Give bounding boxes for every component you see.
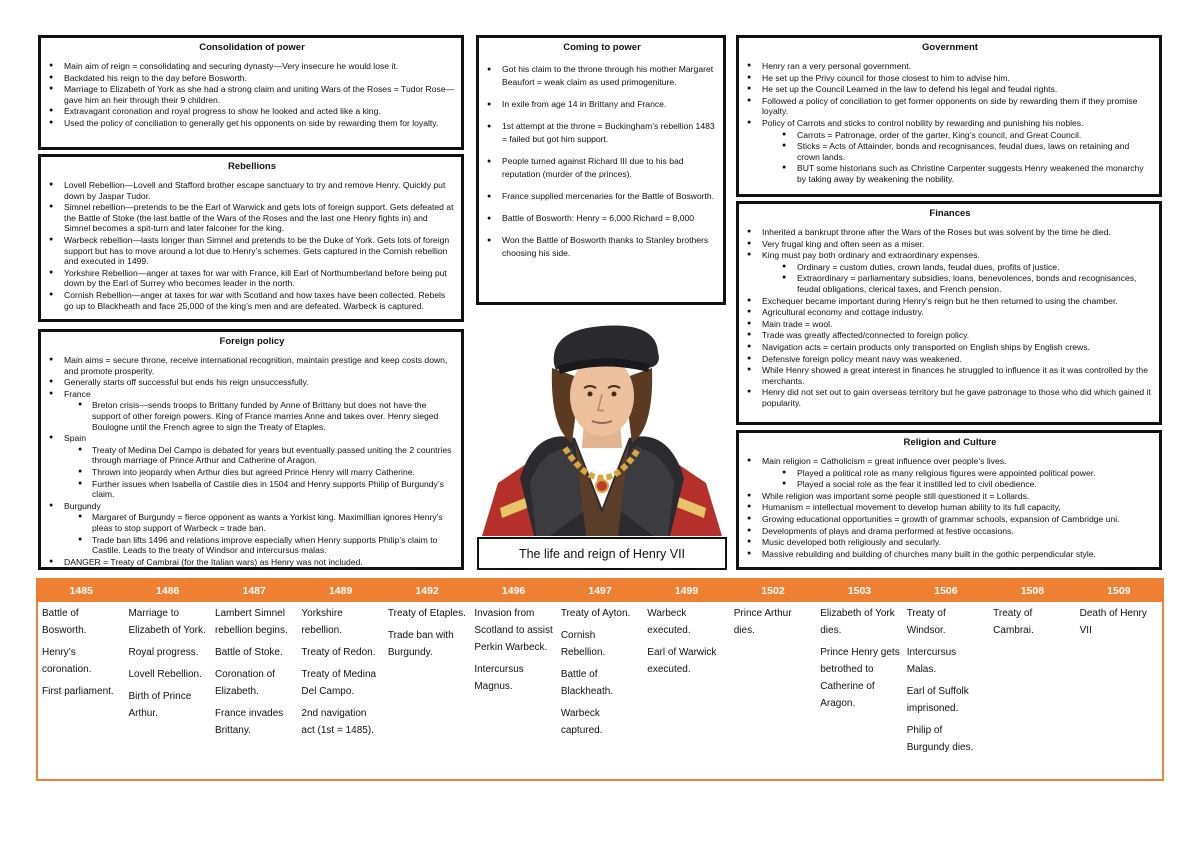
timeline-event: France invades Brittany. (214, 708, 284, 736)
bullet-item: ● Main aim of reign = consolidating and securing dynasty—Very insecure he would lose it. (49, 61, 455, 72)
bullet-item: ● 1st attempt at the throne = Buckingham’s rebellion 1483 = failed but got him support. (487, 120, 717, 146)
foreign-policy-panel (38, 329, 464, 570)
timeline-event: Treaty of Windsor. (906, 608, 946, 636)
timeline-event: Intercursus Magnus. (474, 664, 524, 692)
timeline-event: Invasion from Scotland to assist Perkin Warbeck. (474, 608, 553, 653)
timeline-event: Treaty of Ayton. (560, 608, 631, 619)
bullet-item: ● Main aims = secure throne, receive international recognition, maintain prestige and keep costs down, and promote prosperity. (49, 355, 455, 376)
timeline-event: Battle of Bosworth. (42, 608, 87, 636)
panel-title: Coming to power (563, 42, 641, 53)
sub-bullet-item: ● Margaret of Burgundy = fierce opponent as wants a Yorkist king. Maximillian ignores Henry’s pleas to stop support of Warbeck = trade ban. (49, 512, 455, 533)
bullet-item: ● DANGER = Treaty of Cambrai (for the Italian wars) as Henry was not included. (49, 557, 455, 568)
timeline-column (38, 605, 124, 761)
bullet-item: ● Developments of plays and drama performed at festive occasions. (747, 526, 1153, 537)
timeline-event: Battle of Stoke. (214, 647, 283, 658)
bullet-item: ● While Henry showed a great interest in finances he struggled to influence it as it was controlled by the merchants. (747, 365, 1153, 386)
religion-list (747, 456, 1153, 559)
timeline-event: 2nd navigation act (1st = 1485). (301, 708, 374, 736)
timeline-year: 1502 (761, 585, 785, 597)
timeline-event: First parliament. (42, 686, 114, 697)
sub-bullet-item: ● Treaty of Medina Del Campo is debated for years but eventually passed uniting the 2 countries through marriage of Prince Arthur and Catherine of Aragon. (49, 445, 455, 466)
timeline-column (1076, 605, 1162, 761)
bullet-item: ● Music developed both religiously and secularly. (747, 537, 1153, 548)
timeline-year: 1506 (934, 585, 958, 597)
coming-to-power-panel (476, 35, 726, 305)
bullet-item: ● Humanism = intellectual movement to develop human ability to its full capacity, (747, 502, 1153, 513)
timeline-event: Treaty of Cambrai. (993, 608, 1034, 636)
timeline-event: Warbeck captured. (560, 708, 603, 736)
panel-title: Government (922, 42, 978, 53)
timeline-event: Treaty of Etaples. (387, 608, 466, 619)
bullet-item: ● Won the Battle of Bosworth thanks to Stanley brothers choosing his side. (487, 234, 717, 260)
timeline-column (470, 605, 556, 761)
bullet-item: ● People turned against Richard III due to his bad reputation (murder of the princes). (487, 155, 717, 181)
bullet-item: ● Very frugal king and often seen as a miser. (747, 239, 1153, 250)
timeline-column (816, 605, 902, 761)
bullet-item: ● Main trade = wool. (747, 319, 1153, 330)
bullet-item: ● Yorkshire Rebellion—anger at taxes for war with France, kill Earl of Northumberland before being put down by the Earl of Surrey who becomes leader in the north. (49, 268, 455, 289)
bullet-item: ● Burgundy (49, 501, 455, 512)
foreign-list (49, 355, 455, 567)
timeline-column (989, 605, 1075, 761)
bullet-item: ● Agricultural economy and cottage industry. (747, 307, 1153, 318)
panel-title: Finances (929, 208, 971, 219)
bullet-item: ● Backdated his reign to the day before Bosworth. (49, 73, 455, 84)
bullet-item: ● Massive rebuilding and building of churches many built in the gothic perpendicular style. (747, 549, 1153, 560)
timeline-year: 1492 (415, 585, 439, 597)
timeline-years-row (38, 580, 1162, 602)
panel-title: Rebellions (227, 161, 277, 172)
bullet-item: ● Followed a policy of conciliation to get former opponents on side by rewarding them if they promise loyalty. (747, 96, 1153, 117)
sub-bullet-item: ● Sticks = Acts of Attainder, bonds and recognisances, feudal dues, laws on retaining and crown lands. (747, 141, 1153, 162)
coming-list (487, 63, 717, 260)
panel-title: Foreign policy (219, 336, 285, 347)
portrait-caption: The life and reign of Henry VII (477, 537, 727, 570)
bullet-item: ● France supplied mercenaries for the Battle of Bosworth. (487, 190, 717, 203)
bullet-item: ● Policy of Carrots and sticks to control nobility by rewarding and punishing his nobles. (747, 118, 1153, 129)
bullet-item: ● Growing educational opportunities = growth of grammar schools, expansion of Cambridge uni. (747, 514, 1153, 525)
bullet-item: ● Spain (49, 433, 455, 444)
finances-list (747, 227, 1153, 409)
bullet-item: ● He set up the Council Learned in the law to defend his legal and feudal rights. (747, 84, 1153, 95)
timeline-column (124, 605, 210, 761)
sub-bullet-item: ● Further issues when Isabella of Castile dies in 1504 and Henry supports Philip of Burgundy’s claim. (49, 479, 455, 500)
timeline-year: 1496 (501, 585, 526, 597)
timeline-event: Elizabeth of York dies. (820, 608, 895, 636)
timeline-event: Intercursus Malas. (906, 647, 957, 675)
bullet-item: ● Henry did not set out to gain overseas territory but he gave patronage to those who did which gained it popularity. (747, 387, 1153, 408)
timeline-column (384, 605, 470, 761)
sub-bullet-item: ● Played a political role as many religious figures were appointed political power. (747, 468, 1153, 479)
timeline-event: Trade ban with Burgundy. (387, 630, 454, 658)
portrait-illustration (480, 308, 724, 538)
sub-bullet-item: ● Played a social role as the fear it instilled led to civil obedience. (747, 479, 1153, 490)
bullet-item: ● Lovell Rebellion—Lovell and Stafford brother escape sanctuary to try and remove Henry. Quickly put down by Jaspar Tudor. (49, 180, 455, 201)
timeline-event: Treaty of Redon. (301, 647, 376, 658)
bullet-item: ● Defensive foreign policy meant navy was weakened. (747, 354, 1153, 365)
bullet-item: ● In exile from age 14 in Brittany and France. (487, 98, 717, 111)
timeline-event: Lambert Simnel rebellion begins. (214, 608, 288, 636)
panel-title: Religion and Culture (903, 437, 997, 448)
timeline-year: 1499 (674, 585, 699, 597)
bullet-item: ● Navigation acts = certain products only transported on English ships by English crews. (747, 342, 1153, 353)
timeline-event: Earl of Warwick executed. (647, 647, 717, 675)
bullet-item: ● Battle of Bosworth: Henry = 6,000 Richard = 8,000 (487, 212, 717, 225)
bullet-item: ● Got his claim to the throne through his mother Margaret Beaufort = weak claim as used primogeniture. (487, 63, 717, 89)
timeline-events-row (38, 602, 1162, 761)
timeline-event: Yorkshire rebellion. (301, 608, 343, 636)
timeline-year: 1497 (588, 585, 612, 597)
timeline-event: Philip of Burgundy dies. (906, 725, 974, 753)
bullet-item: ● Exchequer became important during Henry’s reign but he then returned to using the chamber. (747, 296, 1153, 307)
sub-bullet-item: ● Trade ban lifts 1496 and relations improve especially when Henry supports Philip’s claim to Castile. Leads to the treaty of Windsor and intercursus malas. (49, 535, 455, 556)
timeline-year: 1503 (847, 585, 872, 597)
sub-bullet-item: ● Breton crisis—sends troops to Brittany funded by Anne of Brittany but does not have the support of other foreign powers. King of France marries Anne and takes over. Henry sieged Boulogne until the French agree to sign the Treaty of Etaples. (49, 400, 455, 432)
timeline-event: Prince Arthur dies. (733, 608, 792, 636)
timeline-event: Henry’s coronation. (42, 647, 92, 675)
bullet-item: ● He set up the Privy council for those closest to him to advise him. (747, 73, 1153, 84)
sub-bullet-item: ● Carrots = Patronage, order of the garter, King’s council, and Great Council. (747, 130, 1153, 141)
bullet-item: ● King must pay both ordinary and extraordinary expenses. (747, 250, 1153, 261)
bullet-item: ● Inherited a bankrupt throne after the Wars of the Roses but was solvent by the time he died. (747, 227, 1153, 238)
government-panel (736, 35, 1162, 197)
timeline-event: Battle of Blackheath. (560, 669, 614, 697)
sub-bullet-item: ● BUT some historians such as Christine Carpenter suggests Henry weakened the monarchy by taking away by weakening the nobility. (747, 163, 1153, 184)
timeline-column (643, 605, 729, 761)
sub-bullet-item: ● Extraordinary = parliamentary subsidies, loans, benevolences, bonds and recognisances, feudal obligations, clerical taxes, and French pension. (747, 273, 1153, 294)
timeline-event: Treaty of Medina Del Campo. (301, 669, 377, 697)
bullet-item: ● While religion was important some people still questioned it = Lollards. (747, 491, 1153, 502)
timeline-column (557, 605, 643, 761)
bullet-item: ● Used the policy of conciliation to generally get his opponents on side by rewarding them for loyalty. (49, 118, 455, 129)
bullet-item: ● Generally starts off successful but ends his reign unsuccessfully. (49, 377, 455, 388)
bullet-item: ● France (49, 389, 455, 400)
timeline-event: Warbeck executed. (647, 608, 691, 636)
timeline-column (211, 605, 297, 761)
timeline-event: Royal progress. (128, 647, 199, 658)
bullet-item: ● Marriage to Elizabeth of York as she had a strong claim and uniting Wars of the Roses = Tudor Rose—gave him an heir through their 9 children. (49, 84, 455, 105)
timeline-year: 1489 (328, 585, 353, 597)
timeline-event: Earl of Suffolk imprisoned. (906, 686, 969, 714)
timeline-year: 1487 (242, 585, 266, 597)
timeline-event: Prince Henry gets betrothed to Catherine of Aragon. (820, 647, 900, 709)
timeline-event: Marriage to Elizabeth of York. (128, 608, 206, 636)
bullet-item: ● Trade was greatly affected/connected to foreign policy. (747, 330, 1153, 341)
timeline-event: Birth of Prince Arthur. (128, 691, 192, 719)
bullet-item: ● Henry ran a very personal government. (747, 61, 1153, 72)
government-list (747, 61, 1153, 185)
panel-title: Consolidation of power (199, 42, 305, 53)
bullet-item: ● Simnel rebellion—pretends to be the Earl of Warwick and gets lots of foreign support. Gets defeated at the Battle of Stoke (the last battle of the Wars of the Roses and the last one Henry fights in) and Simnel becomes a spit-turn and later falconer for the king. (49, 202, 455, 234)
timeline-year: 1509 (1107, 585, 1131, 597)
timeline-column (903, 605, 989, 761)
consolidation-list (49, 61, 455, 129)
timeline-column (730, 605, 816, 761)
timeline-event: Death of Henry VII (1079, 608, 1147, 636)
timeline-year: 1486 (156, 585, 180, 597)
bullet-item: ● Extravagant coronation and royal progress to show he looked and acted like a king. (49, 106, 455, 117)
timeline-year: 1485 (69, 585, 93, 597)
bullet-item: ● Cornish Rebellion—anger at taxes for war with Scotland and how taxes have been collected. Rebels go up to Blackheath and face 25,000 of the king’s men and are defeated. Warbeck is captured. (49, 290, 455, 311)
timeline-event: Coronation of Elizabeth. (214, 669, 275, 697)
henry-vii-portrait (480, 308, 724, 538)
timeline (36, 578, 1164, 781)
rebellions-panel (38, 154, 464, 322)
timeline-column (297, 605, 383, 761)
sub-bullet-item: ● Thrown into jeopardy when Arthur dies but agreed Prince Henry will marry Catherine. (49, 467, 455, 478)
timeline-event: Cornish Rebellion. (560, 630, 606, 658)
bullet-item: ● Warbeck rebellion—lasts longer than Simnel and pretends to be the Duke of York. Gets lots of foreign support but has to move around a lot due to Henry’s schemes. Gets captured in the Cornish rebellion and executed in 1499. (49, 235, 455, 267)
consolidation-of-power-panel (38, 35, 464, 150)
bullet-item: ● Main religion = Catholicism = great influence over people’s lives. (747, 456, 1153, 467)
finances-panel (736, 201, 1162, 425)
rebellions-list (49, 180, 455, 311)
timeline-event: Lovell Rebellion. (128, 669, 202, 680)
timeline-year: 1508 (1020, 585, 1045, 597)
sub-bullet-item: ● Ordinary = custom duties, crown lands, feudal dues, profits of justice. (747, 262, 1153, 273)
religion-culture-panel (736, 430, 1162, 570)
